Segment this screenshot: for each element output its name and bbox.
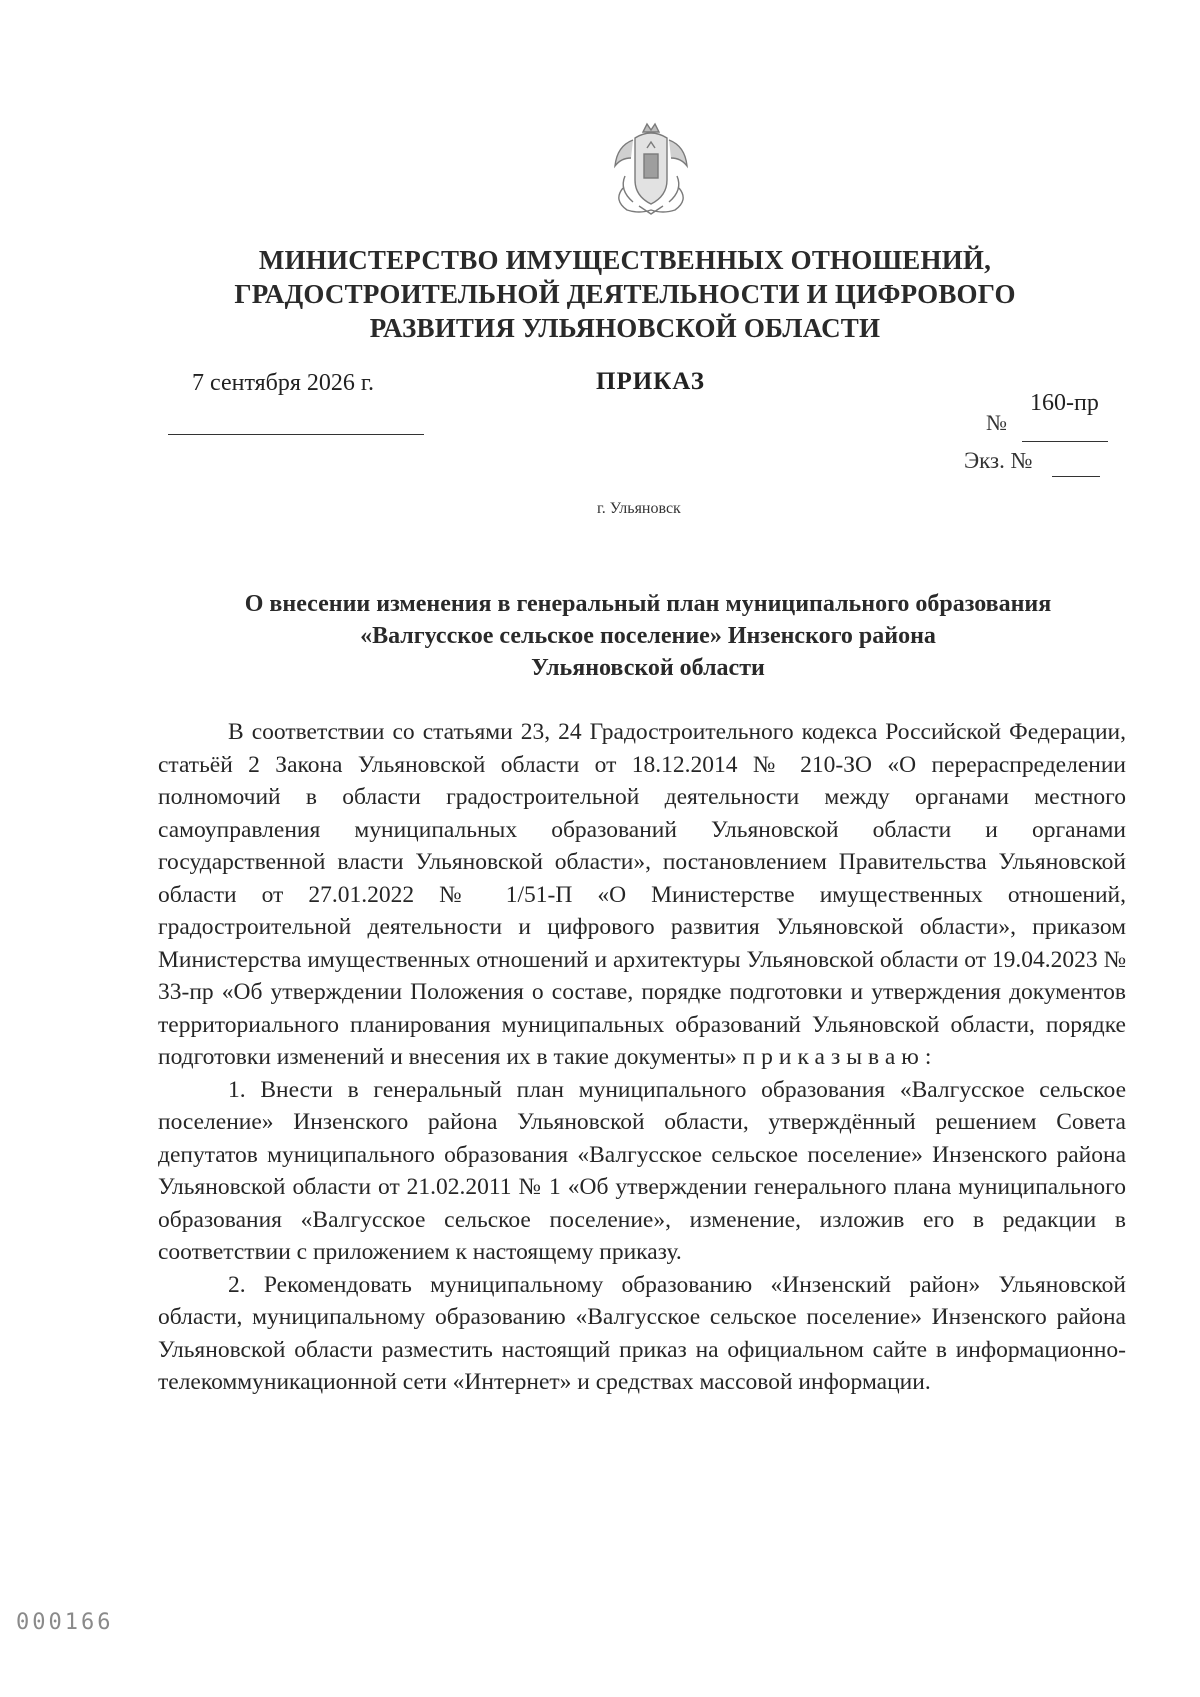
page-stamp: 000166 bbox=[16, 1610, 114, 1635]
order-body bbox=[158, 716, 1126, 1399]
city: г. Ульяновск bbox=[597, 500, 681, 517]
subject-line: «Валгусское сельское поселение» Инзенского района bbox=[360, 623, 936, 649]
document-type: ПРИКАЗ bbox=[596, 368, 705, 395]
order-date: 7 сентября 2026 г. bbox=[192, 370, 375, 396]
ministry-name bbox=[180, 243, 1070, 345]
preamble-paragraph bbox=[158, 716, 1126, 1074]
number-underline bbox=[1022, 441, 1108, 442]
item-2-paragraph: 2. Рекомендовать муниципальному образованию «Инзенский район» Ульяновской области, муниципальному образованию «Валгусское сельское поселение» Инзенского района Ульяновской области разместить настоящий приказ на официальном сайте в информационно-телекоммуникационной сети «Интернет» и средствах массовой информации. bbox=[158, 1271, 1126, 1395]
subject-line: Ульяновской области bbox=[531, 655, 765, 681]
copy-number-underline bbox=[1052, 476, 1100, 477]
ministry-line: ГРАДОСТРОИТЕЛЬНОЙ ДЕЯТЕЛЬНОСТИ И ЦИФРОВОГО bbox=[234, 279, 1016, 309]
copy-number-label: Экз. № bbox=[964, 448, 1033, 473]
coat-of-arms-icon bbox=[603, 118, 699, 216]
date-underline bbox=[168, 434, 424, 435]
order-subject bbox=[168, 588, 1128, 684]
number-label: № bbox=[986, 410, 1007, 435]
order-word: приказываю: bbox=[742, 1044, 938, 1070]
order-number: 160-пр bbox=[1030, 390, 1099, 416]
ministry-line: МИНИСТЕРСТВО ИМУЩЕСТВЕННЫХ ОТНОШЕНИЙ, bbox=[258, 245, 992, 275]
subject-line: О внесении изменения в генеральный план муниципального образования bbox=[244, 591, 1052, 617]
item-1-paragraph: 1. Внести в генеральный план муниципального образования «Валгусское сельское поселение» Инзенского района Ульяновской области, утверждённый решением Совета депутатов муниципального образования «Валгусское сельское поселение» Инзенского района Ульяновской области от 21.02.2011 № 1 «Об утверждении генерального плана муниципального образования «Валгусское сельское поселение», изменение, изложив его в редакции в соответствии с приложением к настоящему приказу. bbox=[158, 1076, 1126, 1265]
preamble-text: В соответствии со статьями 23, 24 Градостроительного кодекса Российской Федерации, статьёй 2 Закона Ульяновской области от 18.12.2014 № 210-ЗО «О перераспределении полномочий в области градостроительной деятельности между органами местного самоуправления муниципальных образований Ульяновской области и органами государственной власти Ульяновской области», постановлением Правительства Ульяновской области от 27.01.2022 № 1/51-П «О Министерстве имущественных отношений, градостроительной деятельности и цифрового развития Ульяновской области», приказом Министерства имущественных отношений и архитектуры Ульяновской области от 19.04.2023 № 33-пр «Об утверждении Положения о составе, порядке подготовки и утверждения документов территориального планирования муниципальных образований Ульяновской области, порядке подготовки изменений и внесения их в такие документы» bbox=[158, 719, 1126, 1070]
ministry-line: РАЗВИТИЯ УЛЬЯНОВСКОЙ ОБЛАСТИ bbox=[369, 313, 881, 343]
